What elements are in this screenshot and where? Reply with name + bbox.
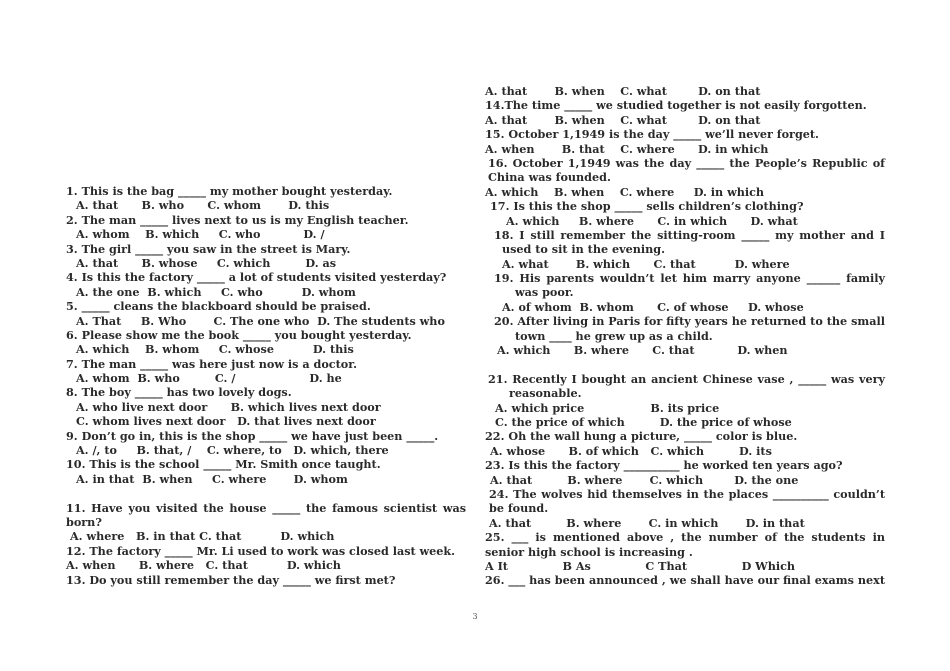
question-line: 21. Recently I bought an ancient Chinese vase , _____ was very — [488, 371, 885, 386]
question-line: 14.The time _____ we studied together is not easily forgotten. — [485, 98, 867, 113]
question-line: A. that B. when C. what D. on that — [485, 84, 761, 98]
question-line: 16. October 1,1949 was the day _____ the People’s Republic of — [488, 155, 885, 170]
question-line: 7. The man _____ was here just now is a doctor. — [66, 356, 357, 371]
question-line: China was founded. — [488, 170, 611, 185]
question-line: 8. The boy _____ has two lovely dogs. — [66, 385, 292, 400]
question-line: A. when B. where C. that D. which — [66, 558, 341, 573]
question-line: 11. Have you visited the house _____ the famous scientist was — [66, 500, 466, 515]
question-line: town ____ he grew up as a child. — [515, 328, 713, 343]
question-line: A. where B. in that C. that D. which — [70, 529, 335, 544]
question-line: A. the one B. which C. who D. whom — [76, 284, 356, 299]
question-line: 15. October 1,1949 is the day _____ we’ll never forget. — [485, 127, 819, 142]
question-line: A. in that B. when C. where D. whom — [76, 471, 348, 486]
question-line: 5. _____ cleans the blackboard should be praised. — [66, 299, 371, 314]
question-line — [66, 486, 466, 500]
question-line: A. that B. whose C. which D. as — [76, 255, 337, 270]
question-line: A. which B. whom C. whose D. this — [76, 342, 354, 357]
page-number: 3 — [472, 612, 478, 621]
question-line: 26. ___ has been announced , we shall have our final exams next — [485, 573, 885, 588]
question-line: A. /, to B. that, / C. where, to D. which, there — [76, 443, 389, 458]
question-line: A. that B. where C. in which D. in that — [489, 515, 805, 530]
question-line: A. that B. who C. whom D. this — [76, 198, 330, 213]
question-line: C. whom lives next door D. that lives next door — [76, 414, 376, 429]
question-line: senior high school is increasing . — [485, 544, 693, 559]
question-line: born? — [66, 514, 102, 529]
question-line: 24. The wolves hid themselves in the places __________ couldn’t — [489, 486, 885, 501]
left-column — [66, 184, 466, 587]
question-line: A. which B. where C. in which D. what — [506, 213, 798, 228]
right-column — [485, 84, 885, 588]
question-line: 10. This is the school _____ Mr. Smith once taught. — [66, 457, 381, 472]
question-line: A. which price B. its price — [495, 400, 720, 415]
question-line: 19. His parents wouldn’t let him marry anyone ______ family — [494, 271, 885, 286]
question-line: A. which B. when C. where D. in which — [485, 184, 765, 199]
question-line: 9. Don’t go in, this is the shop _____ we have just been _____. — [66, 428, 439, 443]
question-line: A. whom B. which C. who D. / — [76, 227, 325, 242]
question-line: A. what B. which C. that D. where — [502, 256, 790, 271]
question-line: 12. The factory _____ Mr. Li used to work was closed last week. — [66, 543, 456, 558]
question-line: 17. Is this the shop _____ sells children’s clothing? — [490, 199, 804, 214]
question-line: 4. Is this the factory _____ a lot of students visited yesterday? — [66, 270, 447, 285]
question-line: 23. Is this the factory __________ he worked ten years ago? — [485, 458, 843, 473]
question-line: was poor. — [515, 285, 574, 300]
question-line: A It B As C That D Which — [485, 558, 796, 573]
question-line: A. of whom B. whom C. of whose D. whose — [502, 299, 804, 314]
question-line: 1. This is the bag _____ my mother bought yesterday. — [66, 184, 393, 198]
question-line: A. whom B. who C. / D. he — [76, 371, 342, 386]
question-line: be found. — [489, 501, 549, 516]
question-line: used to sit in the evening. — [502, 242, 665, 257]
question-line: A. whose B. of which C. which D. its — [490, 443, 772, 458]
question-line: 2. The man _____ lives next to us is my English teacher. — [66, 212, 409, 227]
question-line: 18. I still remember the sitting-room _____ my mother and I — [494, 227, 885, 242]
question-line: A. when B. that C. where D. in which — [485, 141, 769, 156]
question-line: C. the price of which D. the price of whose — [495, 414, 792, 429]
question-line: A. which B. where C. that D. when — [497, 343, 788, 358]
question-line: 3. The girl _____ you saw in the street is Mary. — [66, 241, 351, 256]
question-line: reasonable. — [509, 386, 582, 401]
question-line: A. that B. when C. what D. on that — [485, 112, 761, 127]
question-line: A. who live next door B. which lives next door — [76, 399, 381, 414]
question-line: 20. After living in Paris for fifty years he returned to the small — [494, 314, 885, 329]
question-line: A. That B. Who C. The one who D. The students who — [76, 313, 445, 328]
question-line: A. that B. where C. which D. the one — [490, 472, 799, 487]
question-line — [485, 357, 885, 371]
question-line: 6. Please show me the book _____ you bought yesterday. — [66, 327, 412, 342]
question-line: 22. Oh the wall hung a picture, _____ color is blue. — [485, 429, 798, 444]
question-line: 13. Do you still remember the day _____ we first met? — [66, 572, 396, 587]
question-line: 25. ___ is mentioned above , the number of the students in — [485, 530, 885, 545]
